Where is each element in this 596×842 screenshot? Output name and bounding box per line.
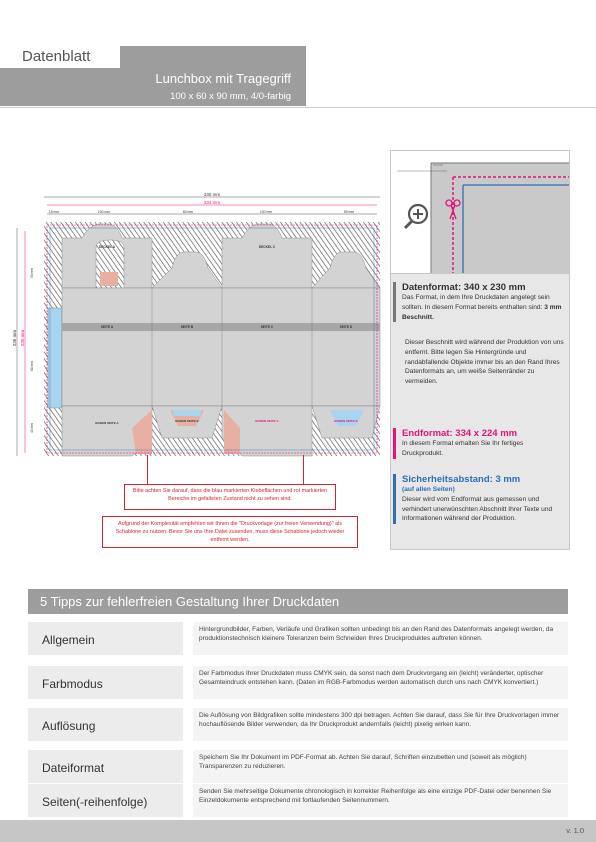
connector-line-b [303, 455, 304, 485]
label-seite-b: SEITE B [180, 325, 194, 329]
tip-row-seiten [28, 784, 568, 817]
tip-row-dateiformat [28, 750, 568, 783]
v-dim-40: 40 mm [30, 423, 34, 433]
glue-note: Bitte achten Sie darauf, dass die blau markierten Klebeflächen und rot markierten Bereiche im gefalteten Zustand nicht zu sehen sind. [124, 484, 336, 510]
tips-heading-bar [28, 589, 568, 614]
v-dim-60: 60 mm [30, 361, 34, 371]
tip-label: Farbmodus [28, 666, 183, 699]
template-note: Aufgrund der Komplexität empfehlen wir Ihnen die "Druckvorlage (zur freien Verwendung)" als Schablone zu nutzen. Bevor Sie uns Ihre Datei zusenden, muss diese Schablone jedoch wieder entfernt werden. [102, 516, 358, 548]
label-boden-b: BODEN SEITE B [175, 419, 199, 423]
beschnitt-text: Dieser Beschnitt wird während der Produktion von uns entfernt. Bitte legen Sie Hintergründe und randabfallende Objekte immer bis an den Rand Ihres Datenformats an, um weiße Seitenränder zu vermeiden. [405, 339, 564, 385]
seg-label-1: 15 mm [48, 210, 60, 214]
label-boden-a: BODEN SEITE A [95, 421, 119, 425]
tip-text: Speichern Sie Ihr Dokument im PDF-Format ab. Achten Sie darauf, Schriften einzubetten und (soweit als möglich) Transparenzen zu reduzieren. [193, 750, 568, 783]
seg-label-3: 60 mm [182, 210, 194, 214]
datenformat-text-body: Das Format, in dem Ihre Druckdaten angelegt sein sollten. In diesem Format bereits enthalten sind: [402, 294, 550, 311]
seg-label-2: 100 mm [97, 210, 111, 214]
dieline-drawing [12, 188, 392, 460]
datasheet-label: Datenblatt [22, 48, 91, 65]
glue-red-a [100, 272, 118, 286]
bleed-illustration [390, 150, 570, 274]
tip-label: Allgemein [28, 622, 183, 655]
product-title: Lunchbox mit Tragegriff [155, 71, 291, 86]
seg-label-4: 100 mm [259, 210, 273, 214]
glue-blue-bottom-b [172, 410, 202, 416]
footer-bar [0, 820, 596, 842]
label-boden-d: BODEN SEITE D [334, 419, 358, 423]
tip-label: Seiten(-reihenfolge) [28, 784, 183, 817]
tip-row-aufloesung [28, 708, 568, 741]
sicherheit-sub: (auf allen Seiten) [402, 486, 455, 493]
endformat-section [393, 428, 563, 459]
seg-label-5: 59 mm [343, 210, 355, 214]
tip-label: Dateiformat [28, 750, 183, 783]
v-dim-90: 90 mm [30, 268, 34, 278]
endformat-text: In diesem Format erhalten Sie Ihr fertiges Druckprodukt. [402, 440, 524, 457]
tip-text: Senden Sie mehrseitige Dokumente chronologisch in korrekter Reihenfolge als eine einzige PDF-Datei oder benennen Sie Einzeldokumente entsprechend mit fortlaufenden Seitennummern. [193, 784, 568, 817]
datenformat-section [393, 282, 563, 322]
dim-height-final: 230 mm [20, 329, 25, 347]
dim-height-total: 236 mm [12, 329, 17, 347]
tip-row-farbmodus [28, 666, 568, 699]
tips-heading: 5 Tipps zur fehlerfreien Gestaltung Ihrer Druckdaten [40, 594, 340, 609]
label-deckel-c: DECKEL C [258, 245, 276, 249]
endformat-title: Endformat: 334 x 224 mm [402, 428, 518, 439]
label-seite-a: SEITE A [100, 325, 114, 329]
tip-text: Die Auflösung von Bildgrafiken sollte mindestens 300 dpi betragen. Achten Sie darauf, dass Sie für Ihre Druckvorlagen immer hochauflösende Bilder verwenden, da Ihr Druckprodukt andernfalls (leicht) pixelig wirken kann. [193, 708, 568, 741]
datenformat-text [402, 293, 563, 322]
tip-text: Hintergrundbilder, Farben, Verläufe und Grafiken sollten unbedingt bis an den Rand des Datenformats angelegt werden, da produktionstechnisch kleinere Toleranzen beim Schneiden Ihres Druckproduktes auftreten können. [193, 622, 568, 655]
datenformat-text-bold: 3 mm Beschnitt. [402, 303, 562, 321]
sicherheit-text: Dieser wird vom Endformat aus gemessen und verhindert unerwünschten Abschnitt Ihrer Texte und Informationen während der Produktion. [402, 495, 553, 523]
datenformat-title: Datenformat: 340 x 230 mm [402, 282, 526, 293]
label-seite-d: SEITE D [339, 325, 353, 329]
sicherheit-section [393, 474, 565, 524]
product-subtitle: 100 x 60 x 90 mm, 4/0-farbig [170, 91, 291, 102]
dim-total-label: 340 mm [203, 192, 221, 197]
connector-line-a [147, 455, 148, 485]
tip-text: Der Farbmodus Ihrer Druckdaten muss CMYK sein, da sonst nach dem Druckvorgang ein (leicht) veränderter, optischer Gesamteindruck entstehen kann. (Daten im RGB-Farbmodus werden automatisch durch uns nach CMYK konvertiert.) [193, 666, 568, 699]
format-info-body [390, 274, 570, 550]
side-panels [62, 288, 380, 406]
tip-label: Auflösung [28, 708, 183, 741]
label-seite-c: SEITE C [260, 325, 274, 329]
corner-illustration [391, 151, 569, 273]
version-label: v. 1.0 [566, 826, 584, 835]
label-deckel-a: DECKEL A [98, 245, 116, 249]
datasheet-tab [0, 46, 120, 68]
divider [0, 107, 596, 108]
tip-row-allgemein [28, 622, 568, 655]
format-info-panel [390, 150, 570, 550]
label-boden-c: BODEN SEITE C [255, 419, 279, 423]
dim-final-label: 334 mm [203, 200, 221, 205]
sicherheit-title: Sicherheitsabstand: 3 mm [402, 474, 521, 485]
